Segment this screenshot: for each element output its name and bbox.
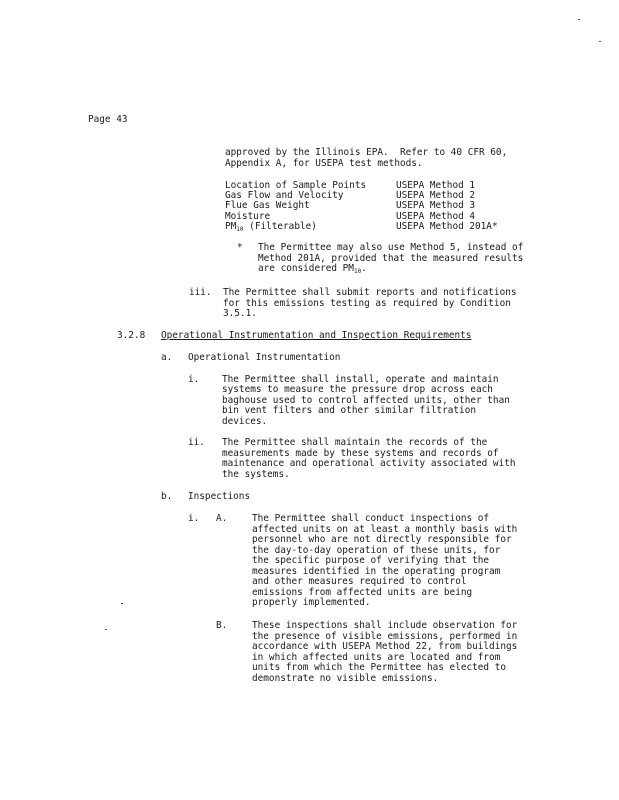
item-line: devices.: [222, 416, 268, 427]
method-name: USEPA Method 1: [396, 180, 476, 191]
method-name: USEPA Method 3: [396, 200, 476, 211]
clause-line: properly implemented.: [252, 597, 371, 608]
scan-speck: [105, 629, 107, 630]
clause-line: personnel who are not directly responsible for: [252, 534, 512, 545]
method-param: Flue Gas Weight: [225, 200, 310, 211]
item-number: ii.: [188, 437, 205, 448]
scan-speck: [121, 603, 123, 604]
clause-letter: B.: [216, 620, 228, 631]
item-line: bin vent filters and other similar filtration: [222, 405, 476, 416]
subsection-title: Operational Instrumentation: [188, 352, 341, 363]
page-label: Page 43: [88, 114, 128, 125]
item-line: The Permittee shall maintain the records of the: [222, 437, 488, 448]
footnote-period: .: [361, 263, 367, 274]
method-name: USEPA Method 2: [396, 190, 476, 201]
footnote-text: are considered PM: [258, 263, 354, 274]
pm-subscript: 10: [353, 268, 362, 275]
clause-line: affected units on at least a monthly basis with: [252, 524, 518, 535]
clause-line: demonstrate no visible emissions.: [252, 673, 439, 684]
item-line: 3.5.1.: [223, 308, 257, 319]
clause-line: These inspections shall include observation for: [252, 620, 518, 631]
clause-line: the day-to-day operation of these units, for: [252, 545, 501, 556]
subsection-letter: b.: [161, 491, 173, 502]
clause-line: in which affected units are located and from: [252, 652, 501, 663]
method-param: [225, 221, 317, 232]
item-line: systems to measure the pressure drop across each: [222, 384, 493, 395]
item-number: i.: [188, 374, 200, 385]
pm-qualifier: (Filterable): [243, 221, 317, 232]
clause-letter: A.: [216, 513, 228, 524]
method-param: Moisture: [225, 211, 271, 222]
clause-line: the presence of visible emissions, performed in: [252, 631, 518, 642]
item-number: iii.: [189, 287, 212, 298]
item-line: baghouse used to control affected units, other than: [222, 395, 510, 406]
scan-speck: [599, 41, 601, 42]
pm-symbol: PM: [225, 221, 237, 232]
clause-line: the specific purpose of verifying that the: [252, 555, 490, 566]
method-param: Gas Flow and Velocity: [225, 190, 344, 201]
section-number: 3.2.8: [117, 330, 146, 341]
item-line: for this emissions testing as required by Condition: [223, 298, 511, 309]
item-line: the systems.: [222, 469, 290, 480]
clause-line: accordance with USEPA Method 22, from buildings: [252, 641, 518, 652]
clause-line: The Permittee shall conduct inspections of: [252, 513, 490, 524]
scan-speck: [578, 19, 580, 20]
item-line: measurements made by these systems and records of: [222, 448, 499, 459]
intro-line: Appendix A, for USEPA test methods.: [225, 158, 423, 169]
method-name: USEPA Method 4: [396, 211, 476, 222]
method-name: USEPA Method 201A*: [396, 221, 498, 232]
section-title: Operational Instrumentation and Inspection Requirements: [161, 330, 472, 341]
footnote-mark: *: [237, 242, 243, 253]
pm-subscript: 10: [236, 226, 244, 233]
clause-line: units from which the Permittee has elected to: [252, 662, 506, 673]
item-number: i.: [188, 513, 200, 524]
footnote-line: Method 201A, provided that the measured results: [258, 253, 524, 264]
footnote-line: The Permittee may also use Method 5, instead of: [258, 242, 524, 253]
intro-line: approved by the Illinois EPA. Refer to 40 CFR 60,: [225, 147, 508, 158]
clause-line: emissions from affected units are being: [252, 587, 473, 598]
subsection-title: Inspections: [188, 491, 251, 502]
clause-line: measures identified in the operating program: [252, 566, 501, 577]
footnote-line: [258, 263, 367, 274]
item-line: The Permittee shall submit reports and notifications: [223, 287, 517, 298]
item-line: maintenance and operational activity associated with: [222, 458, 516, 469]
clause-line: and other measures required to control: [252, 576, 467, 587]
method-param: Location of Sample Points: [225, 180, 367, 191]
subsection-letter: a.: [161, 352, 173, 363]
item-line: The Permittee shall install, operate and maintain: [222, 374, 499, 385]
